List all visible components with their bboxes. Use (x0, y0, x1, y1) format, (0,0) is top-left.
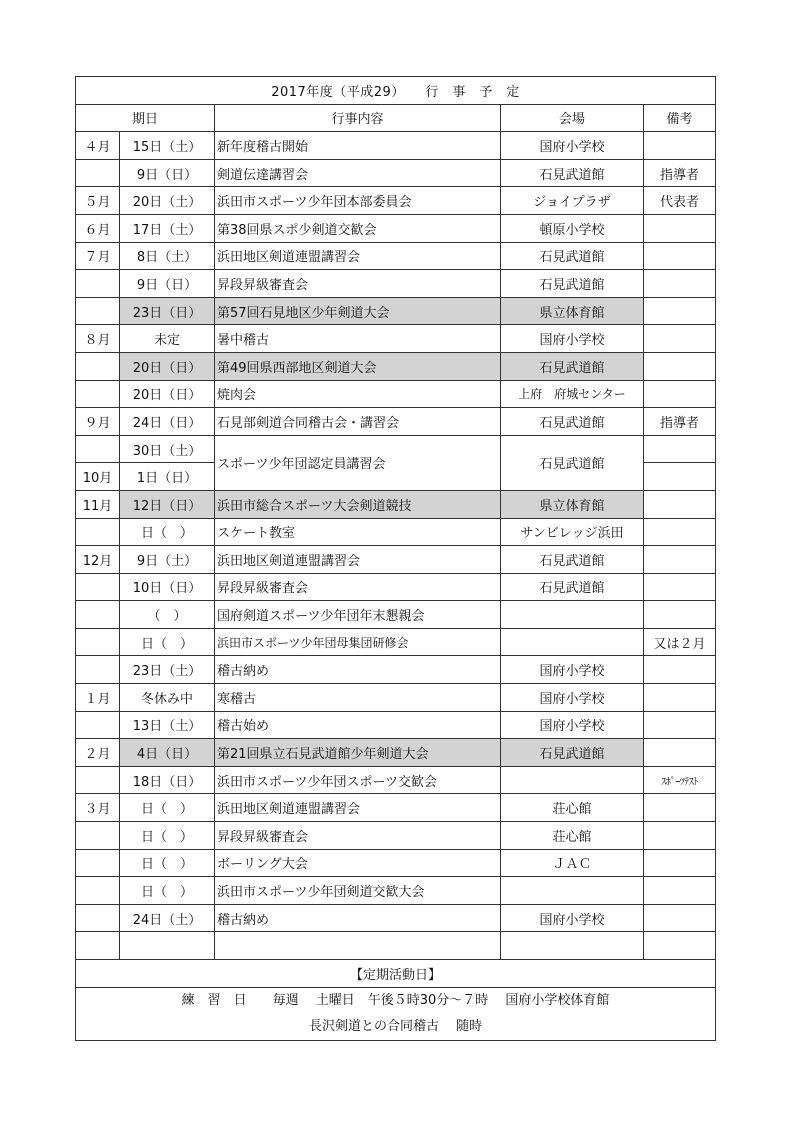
date-cell: 未定 (120, 325, 215, 353)
regular-activity-heading: 【定期活動日】 (76, 960, 716, 988)
note-cell (644, 242, 716, 270)
date-cell: 20日（日） (120, 380, 215, 408)
date-cell: 15日（土） (120, 132, 215, 160)
venue-cell (501, 766, 644, 794)
table-row (76, 187, 716, 215)
note-cell (644, 904, 716, 932)
event-cell: スケート教室 (215, 518, 501, 546)
month-cell (76, 270, 120, 298)
note-cell (644, 684, 716, 712)
date-cell: 日（ ） (120, 518, 215, 546)
month-cell (76, 601, 120, 629)
venue-cell: 県立体育館 (501, 297, 644, 325)
month-cell (76, 904, 120, 932)
month-cell (76, 573, 120, 601)
note-cell (644, 463, 716, 491)
note-cell (644, 711, 716, 739)
event-cell: 稽古納め (215, 656, 501, 684)
event-cell: 第57回石見地区少年剣道大会 (215, 297, 501, 325)
schedule-table (75, 76, 716, 1041)
month-cell: 12月 (76, 546, 120, 574)
table-row (76, 297, 716, 325)
month-cell (76, 822, 120, 850)
venue-cell: 国府小学校 (501, 684, 644, 712)
date-cell: （ ） (120, 601, 215, 629)
date-cell: 冬休み中 (120, 684, 215, 712)
event-cell: 浜田市総合スポーツ大会剣道競技 (215, 490, 501, 518)
table-row (76, 684, 716, 712)
date-cell: 1日（日） (120, 463, 215, 491)
event-cell: 浜田市スポーツ少年団剣道交歓大会 (215, 877, 501, 905)
table-row (76, 380, 716, 408)
month-cell: ４月 (76, 132, 120, 160)
venue-cell: 国府小学校 (501, 656, 644, 684)
table-row (76, 794, 716, 822)
header-row (76, 104, 716, 132)
note-cell (644, 601, 716, 629)
table-row (76, 325, 716, 353)
month-cell: ９月 (76, 408, 120, 436)
table-row (76, 408, 716, 436)
note-cell: 又は２月 (644, 628, 716, 656)
month-cell: １月 (76, 684, 120, 712)
table-row (76, 656, 716, 684)
table-row (76, 270, 716, 298)
venue-cell: 国府小学校 (501, 711, 644, 739)
date-cell: 日（ ） (120, 628, 215, 656)
month-cell (76, 352, 120, 380)
venue-cell (501, 628, 644, 656)
month-cell: 10月 (76, 463, 120, 491)
note-cell: 指導者 (644, 159, 716, 187)
venue-cell: 石見武道館 (501, 159, 644, 187)
date-cell: 13日（土） (120, 711, 215, 739)
event-cell: 浜田市スポーツ少年団本部委員会 (215, 187, 501, 215)
venue-cell: 頓原小学校 (501, 214, 644, 242)
title-row (76, 77, 716, 105)
note-cell (644, 380, 716, 408)
date-cell: 日（ ） (120, 849, 215, 877)
date-cell: 23日（日） (120, 297, 215, 325)
table-row (76, 490, 716, 518)
month-cell (76, 435, 120, 463)
venue-cell: 石見武道館 (501, 435, 644, 490)
note-cell (644, 739, 716, 767)
month-cell (76, 656, 120, 684)
header-venue: 会場 (501, 104, 644, 132)
note-cell (644, 794, 716, 822)
table-row (76, 711, 716, 739)
event-cell: 新年度稽古開始 (215, 132, 501, 160)
event-cell: 昇段昇級審査会 (215, 270, 501, 298)
note-cell (644, 877, 716, 905)
header-event: 行事内容 (215, 104, 501, 132)
note-cell (644, 546, 716, 574)
table-row (76, 242, 716, 270)
venue-cell: 石見武道館 (501, 242, 644, 270)
regular-detail-row (76, 987, 716, 1040)
table-row (76, 739, 716, 767)
venue-cell: 石見武道館 (501, 270, 644, 298)
venue-cell: 県立体育館 (501, 490, 644, 518)
note-cell (644, 573, 716, 601)
date-cell: 日（ ） (120, 822, 215, 850)
note-cell (644, 849, 716, 877)
date-cell: 日（ ） (120, 794, 215, 822)
regular-activity-details (76, 987, 716, 1040)
date-cell: 日（ ） (120, 877, 215, 905)
venue-cell (501, 877, 644, 905)
event-cell: 焼肉会 (215, 380, 501, 408)
table-row (76, 159, 716, 187)
month-cell: ５月 (76, 187, 120, 215)
table-row (76, 546, 716, 574)
table-row (76, 132, 716, 160)
venue-cell: 上府 府城センター (501, 380, 644, 408)
table-row (76, 849, 716, 877)
month-cell (76, 932, 120, 960)
event-cell: 浜田地区剣道連盟講習会 (215, 546, 501, 574)
venue-cell: 石見武道館 (501, 408, 644, 436)
event-cell: 昇段昇級審査会 (215, 573, 501, 601)
event-cell: 昇段昇級審査会 (215, 822, 501, 850)
date-cell: 20日（土） (120, 187, 215, 215)
table-row (76, 904, 716, 932)
event-cell: 浜田地区剣道連盟講習会 (215, 242, 501, 270)
month-cell (76, 766, 120, 794)
month-cell (76, 297, 120, 325)
event-cell: 第21回県立石見武道館少年剣道大会 (215, 739, 501, 767)
date-cell: 9日（日） (120, 159, 215, 187)
event-cell: ボーリング大会 (215, 849, 501, 877)
event-cell: 第49回県西部地区剣道大会 (215, 352, 501, 380)
table-row (76, 214, 716, 242)
table-row (76, 352, 716, 380)
venue-cell: サンビレッジ浜田 (501, 518, 644, 546)
event-cell: 稽古始め (215, 711, 501, 739)
event-cell: 寒稽古 (215, 684, 501, 712)
event-cell: スポーツ少年団認定員講習会 (215, 435, 501, 490)
venue-cell: 荘心館 (501, 822, 644, 850)
regular-heading-row (76, 960, 716, 988)
note-cell (644, 932, 716, 960)
practice-schedule-text: 練 習 日 毎週 土曜日 午後５時30分～７時 国府小学校体育館 (181, 992, 610, 1008)
event-cell: 暑中稽古 (215, 325, 501, 353)
table-row (76, 601, 716, 629)
table-row (76, 932, 716, 960)
date-cell: 12日（日） (120, 490, 215, 518)
header-date: 期日 (76, 104, 215, 132)
month-cell (76, 518, 120, 546)
month-cell: ３月 (76, 794, 120, 822)
table-row (76, 518, 716, 546)
note-cell (644, 132, 716, 160)
note-cell (644, 270, 716, 298)
event-cell: 国府剣道スポーツ少年団年末懇親会 (215, 601, 501, 629)
event-cell: 剣道伝達講習会 (215, 159, 501, 187)
event-cell: 石見部剣道合同稽古会・講習会 (215, 408, 501, 436)
date-cell (120, 932, 215, 960)
event-cell (215, 932, 501, 960)
venue-cell (501, 932, 644, 960)
month-cell: ２月 (76, 739, 120, 767)
table-row (76, 877, 716, 905)
table-row (76, 822, 716, 850)
venue-cell: 国府小学校 (501, 132, 644, 160)
note-cell (644, 214, 716, 242)
note-cell (644, 518, 716, 546)
month-cell (76, 849, 120, 877)
date-cell: 18日（日） (120, 766, 215, 794)
month-cell: ８月 (76, 325, 120, 353)
month-cell (76, 380, 120, 408)
note-cell (644, 490, 716, 518)
header-note: 備考 (644, 104, 716, 132)
date-cell: 9日（日） (120, 270, 215, 298)
date-cell: 23日（土） (120, 656, 215, 684)
month-cell: 11月 (76, 490, 120, 518)
venue-cell: 国府小学校 (501, 904, 644, 932)
note-cell: ｽﾎﾟｰﾂﾃｽﾄ (644, 766, 716, 794)
event-cell: 第38回県スポ少剣道交歓会 (215, 214, 501, 242)
table-row (76, 435, 716, 463)
note-cell (644, 297, 716, 325)
venue-cell: 石見武道館 (501, 352, 644, 380)
date-cell: 8日（土） (120, 242, 215, 270)
table-row (76, 628, 716, 656)
month-cell (76, 628, 120, 656)
note-cell (644, 822, 716, 850)
page-title: 2017年度（平成29） 行 事 予 定 (76, 77, 716, 105)
note-cell (644, 656, 716, 684)
venue-cell: 荘心館 (501, 794, 644, 822)
month-cell: ６月 (76, 214, 120, 242)
venue-cell (501, 601, 644, 629)
venue-cell: ジョイプラザ (501, 187, 644, 215)
schedule-body (76, 77, 716, 1041)
date-cell: 17日（土） (120, 214, 215, 242)
note-cell (644, 325, 716, 353)
event-cell: 浜田地区剣道連盟講習会 (215, 794, 501, 822)
table-row (76, 573, 716, 601)
note-cell (644, 352, 716, 380)
venue-cell: 石見武道館 (501, 739, 644, 767)
date-cell: 9日（土） (120, 546, 215, 574)
venue-cell: 石見武道館 (501, 573, 644, 601)
note-cell: 代表者 (644, 187, 716, 215)
date-cell: 10日（日） (120, 573, 215, 601)
date-cell: 24日（日） (120, 408, 215, 436)
venue-cell: ＪＡＣ (501, 849, 644, 877)
event-cell: 稽古納め (215, 904, 501, 932)
event-cell: 浜田市スポーツ少年団母集団研修会 (215, 628, 501, 656)
table-row (76, 766, 716, 794)
month-cell: ７月 (76, 242, 120, 270)
date-cell: 24日（土） (120, 904, 215, 932)
date-cell: 4日（日） (120, 739, 215, 767)
note-cell (644, 435, 716, 463)
month-cell (76, 711, 120, 739)
venue-cell: 石見武道館 (501, 546, 644, 574)
joint-practice-text: 長沢剣道との合同稽古 随時 (308, 1018, 483, 1034)
note-cell: 指導者 (644, 408, 716, 436)
month-cell (76, 159, 120, 187)
date-cell: 30日（土） (120, 435, 215, 463)
month-cell (76, 877, 120, 905)
event-cell: 浜田市スポーツ少年団スポーツ交歓会 (215, 766, 501, 794)
date-cell: 20日（日） (120, 352, 215, 380)
venue-cell: 国府小学校 (501, 325, 644, 353)
